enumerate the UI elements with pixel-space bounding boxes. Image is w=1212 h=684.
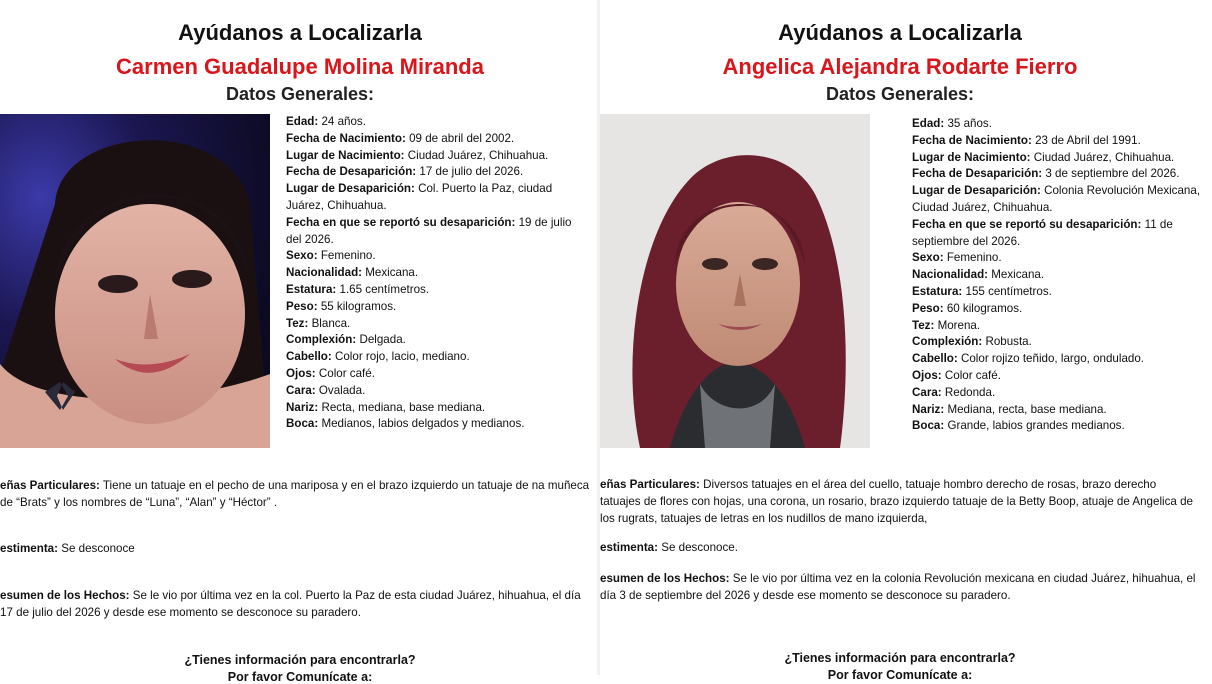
poster-heading: Ayúdanos a Localizarla: [778, 20, 1022, 45]
field-sexo: Sexo: Femenino.: [286, 249, 376, 263]
general-data-list: [912, 116, 1212, 435]
field-fecha-desaparicion: Fecha de Desaparición: 3 de septiembre del 2026.: [912, 167, 1180, 181]
field-boca: Boca: Medianos, labios delgados y medianos.: [286, 417, 525, 431]
datos-generales-heading: Datos Generales:: [225, 84, 375, 104]
field-edad: Edad: 35 años.: [912, 117, 992, 130]
poster-heading: Ayúdanos a Localizarla: [178, 20, 422, 45]
field-nariz: Nariz: Mediana, recta, base mediana.: [912, 402, 1107, 416]
field-fecha-nacimiento: Fecha de Nacimiento: 23 de Abril del 1991.: [912, 133, 1141, 147]
field-estatura: Estatura: 1.65 centímetros.: [286, 282, 430, 296]
senas-particulares: eñas Particulares: Tiene un tatuaje en el pecho de una mariposa y en el brazo izquierdo un tatuaje de na muñeca de “Brats” y los nombres de “Luna”, “Alan” y “Héctor” .: [0, 479, 590, 509]
field-fecha-desaparicion: Fecha de Desaparición: 17 de julio del 2026.: [286, 165, 524, 179]
field-fecha-reporte: Fecha en que se reportó su desaparición: 11 de septiembre del 2026.: [912, 217, 1173, 248]
vestimenta: estimenta: Se desconoce.: [600, 541, 738, 554]
resumen-hechos: esumen de los Hechos: Se le vio por última vez en la colonia Revolución mexicana en ciudad Juárez, hihuahua, el día 3 de septiembre del 2026 y desde ese momento se desconoce su paradero.: [600, 572, 1196, 602]
field-boca: Boca: Grande, labios grandes medianos.: [912, 419, 1125, 433]
contact-prompt: Por favor Comunícate a:: [827, 668, 973, 682]
missing-poster-right: [600, 0, 1201, 682]
field-peso: Peso: 55 kilogramos.: [286, 299, 397, 313]
field-cabello: Cabello: Color rojizo teñido, largo, ondulado.: [912, 352, 1145, 366]
field-nariz: Nariz: Recta, mediana, base mediana.: [286, 400, 486, 414]
field-fecha-reporte: Fecha en que se reportó su desaparición: 19 de julio del 2026.: [286, 215, 572, 246]
resumen-hechos: esumen de los Hechos: Se le vio por última vez en la col. Puerto la Paz de esta ciudad Juárez, hihuahua, el día 17 de julio del 2026 y desde ese momento se desconoce su paradero.: [0, 589, 581, 619]
field-nacionalidad: Nacionalidad: Mexicana.: [912, 268, 1045, 282]
contact-question: ¿Tienes información para encontrarla?: [184, 653, 416, 667]
missing-person-photo: [0, 114, 270, 448]
field-cara: Cara: Redonda.: [912, 385, 996, 399]
field-sexo: Sexo: Femenino.: [912, 251, 1002, 265]
vestimenta: estimenta: Se desconoce: [0, 542, 135, 555]
field-lugar-nacimiento: Lugar de Nacimiento: Ciudad Juárez, Chihuahua.: [912, 150, 1175, 164]
field-nacionalidad: Nacionalidad: Mexicana.: [286, 266, 419, 280]
senas-particulares: eñas Particulares: Diversos tatuajes en el área del cuello, tatuaje hombro derecho de rosas, brazo derecho tatuajes de flores con hojas, una corona, un rosario, brazo izquierdo tatuaje de la Betty Boop, atuaje de Angelica de los rugrats, tatuajes de letras en los nudillos de mano izquierda,: [600, 478, 1193, 525]
contact-question: ¿Tienes información para encontrarla?: [784, 651, 1016, 665]
datos-generales-heading: Datos Generales:: [825, 84, 975, 104]
missing-person-photo: [600, 114, 870, 448]
field-ojos: Ojos: Color café.: [912, 368, 1001, 382]
field-fecha-nacimiento: Fecha de Nacimiento: 09 de abril del 2002.: [286, 131, 515, 145]
field-complexion: Complexión: Delgada.: [286, 333, 406, 347]
field-estatura: Estatura: 155 centímetros.: [912, 284, 1052, 298]
field-tez: Tez: Blanca.: [286, 316, 351, 330]
missing-person-name: Carmen Guadalupe Molina Miranda: [116, 54, 484, 79]
field-cara: Cara: Ovalada.: [286, 383, 366, 397]
field-cabello: Cabello: Color rojo, lacio, mediano.: [286, 350, 470, 364]
field-peso: Peso: 60 kilogramos.: [912, 301, 1023, 315]
field-tez: Tez: Morena.: [912, 318, 981, 332]
missing-poster-left: [0, 0, 600, 684]
general-data-list: [286, 114, 586, 433]
field-edad: Edad: 24 años.: [286, 115, 366, 128]
contact-prompt: Por favor Comunícate a:: [227, 670, 373, 684]
field-lugar-desaparicion: Lugar de Desaparición: Col. Puerto la Paz, ciudad Juárez, Chihuahua.: [286, 182, 553, 212]
field-lugar-desaparicion: Lugar de Desaparición: Colonia Revolución Mexicana, Ciudad Juárez, Chihuahua.: [912, 184, 1201, 214]
field-complexion: Complexión: Robusta.: [912, 335, 1032, 349]
field-lugar-nacimiento: Lugar de Nacimiento: Ciudad Juárez, Chihuahua.: [286, 148, 549, 162]
missing-person-name: Angelica Alejandra Rodarte Fierro: [722, 54, 1078, 79]
field-ojos: Ojos: Color café.: [286, 366, 375, 380]
